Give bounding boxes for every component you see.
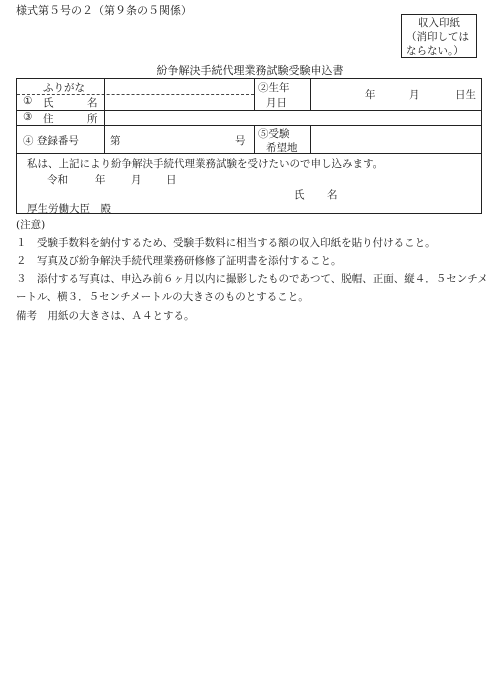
- name-label-first: 氏: [43, 97, 54, 109]
- note-item-1: １ 受験手数料を納付するため、受験手数料に相当する額の収入印紙を貼り付けること。: [16, 237, 436, 249]
- row-divider-regno: [17, 153, 481, 154]
- exam-place-label-line-2: 希望地: [266, 142, 298, 154]
- birth-day-unit: 日生: [455, 89, 476, 101]
- notes-heading: (注意): [16, 219, 46, 231]
- date-month-unit: 月: [131, 174, 142, 186]
- date-year-unit: 年: [95, 174, 106, 186]
- birth-year-unit: 年: [365, 89, 376, 101]
- signature-field[interactable]: [347, 183, 477, 199]
- registration-number-label: ④ 登録番号: [23, 135, 79, 147]
- application-form-table: [16, 78, 482, 214]
- birth-date-label-line-2: 月日: [266, 97, 287, 109]
- address-label-first: 住: [43, 113, 54, 125]
- furigana-field[interactable]: [105, 79, 253, 94]
- exam-place-label-line-1: ⑤受験: [258, 128, 290, 140]
- remark: 備考 用紙の大きさは、Ａ４とする。: [16, 310, 195, 322]
- signature-label-second: 名: [327, 189, 338, 201]
- stamp-note-line-2: ならない。）: [406, 45, 464, 57]
- registration-number-prefix: 第: [110, 135, 121, 147]
- exam-place-label-left-divider: [254, 125, 255, 153]
- furigana-label: ふりがな: [43, 82, 85, 94]
- note-item-2: ２ 写真及び紛争解決手続代理業務研修修了証明書を添付すること。: [16, 255, 342, 267]
- form-reference: 様式第５号の２（第９条の５関係）: [16, 4, 192, 17]
- address-number: ③: [23, 111, 33, 123]
- signature-label-first: 氏: [294, 189, 305, 201]
- stamp-note-line-1: （消印しては: [406, 31, 469, 43]
- addressee: 厚生労働大臣 殿: [27, 203, 111, 215]
- date-era: 令和: [47, 174, 68, 186]
- birth-label-left-divider: [254, 79, 255, 110]
- birth-date-label-line-1: ②生年: [258, 82, 290, 94]
- declaration-text: 私は、上記により紛争解決手続代理業務試験を受けたいので申し込みます。: [27, 158, 384, 170]
- stamp-label: 収入印紙: [418, 17, 460, 29]
- registration-number-suffix: 号: [235, 135, 246, 147]
- document-title: 紛争解決手続代理業務試験受験申込書: [156, 64, 344, 77]
- name-label-second: 名: [87, 97, 98, 109]
- exam-place-field[interactable]: [311, 126, 481, 153]
- date-day-unit: 日: [166, 174, 177, 186]
- name-number: ①: [23, 95, 33, 107]
- registration-number-field[interactable]: [123, 126, 231, 153]
- name-field[interactable]: [105, 95, 253, 110]
- address-label-second: 所: [87, 113, 98, 125]
- birth-month-unit: 月: [409, 89, 420, 101]
- address-field[interactable]: [105, 111, 481, 125]
- note-item-3: ３ 添付する写真は、申込み前６ヶ月以内に撮影したものであつて、脱帽、正面、縦４．５センチメートル、横３．５センチメートルの大きさのものとすること。: [16, 273, 488, 303]
- revenue-stamp-box: [401, 14, 477, 58]
